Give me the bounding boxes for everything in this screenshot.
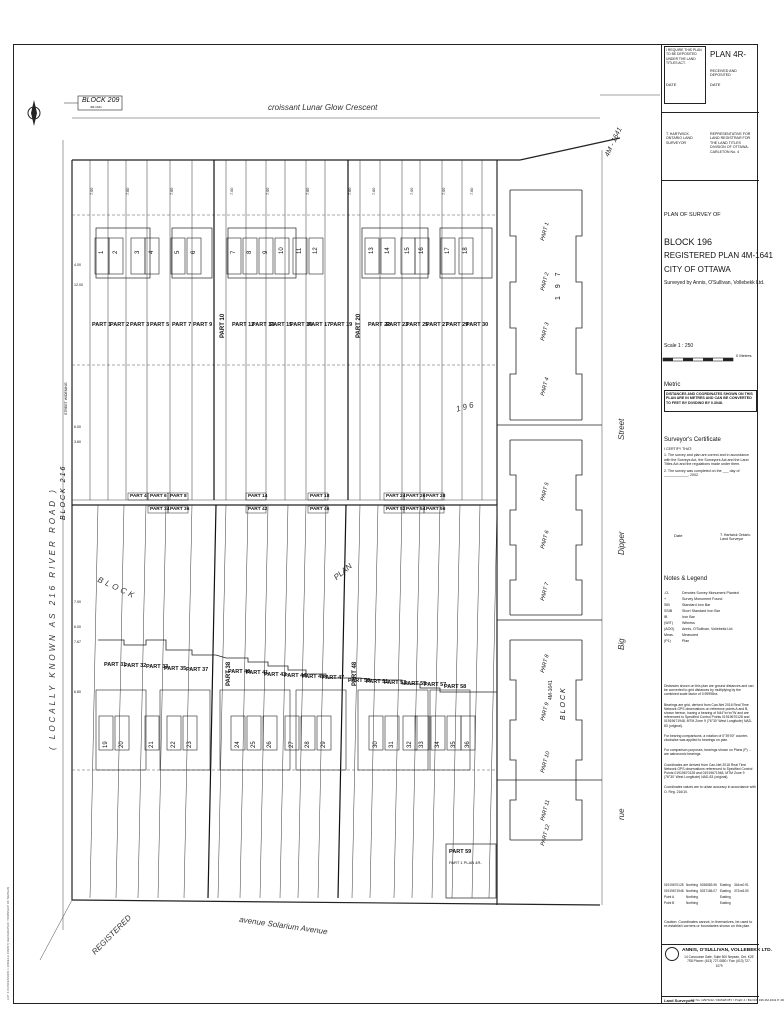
part-label: PART 33 — [146, 664, 169, 671]
part-label: PART 51 — [366, 678, 389, 685]
date-sig: Date — [674, 533, 683, 538]
part-label: PART 27 — [426, 322, 449, 328]
part-label: PART 50 — [348, 677, 371, 684]
part-label: PART 15 — [270, 322, 293, 328]
dimension-label: 7.00 — [90, 187, 94, 195]
part-label: PART 24 — [386, 494, 406, 499]
margin-text: LOT 4 CONCESSION 1 (RIDEAU FRONT) GEOGRAPHIC TOWNSHIP OF NEPEAN — [6, 886, 10, 1000]
caution: Caution: Coordinates cannot, in themselves, be used to re-establish corners or boundaries shown on this plan. — [664, 920, 753, 929]
part-label: PART 9 — [540, 701, 551, 722]
part-label: PART 6 — [540, 529, 551, 550]
date-label-2: DATE — [710, 82, 721, 87]
dimension-label: 7.60 — [126, 187, 130, 195]
lot-number: 10 — [279, 247, 285, 254]
dimension-label: 7.60 — [306, 187, 310, 195]
part-label: PART 44 — [284, 672, 307, 679]
coord-cell: Easting — [720, 889, 731, 893]
lot-number: 9 — [263, 250, 269, 254]
dimension-label: 7.60 — [348, 187, 352, 195]
footer-job: Job No. 12979-02 / DRAWN BY / Proj#: 2 / BLOCK 196 4M-1641 P. 2D — [690, 998, 784, 1002]
part-label: PART 9 — [193, 322, 213, 328]
part-label: PART 20 — [356, 313, 362, 338]
legend-text: Measured — [682, 633, 698, 637]
part-label: PART 48 — [352, 661, 358, 686]
part-label: PART 22 — [368, 322, 391, 328]
top-street-label: croissant Lunar Glow Crescent — [268, 103, 378, 112]
part-label: PART 40 — [228, 669, 251, 676]
dimension-label: 7.00 — [442, 187, 446, 195]
block-word: BLOCK — [96, 575, 139, 601]
coord-cell: 01919671948 — [664, 889, 684, 893]
part-label: PART 29 — [446, 322, 469, 328]
dimension-label: 7.00 — [74, 600, 81, 604]
lot-number: 7 — [231, 250, 237, 254]
lot-number: 23 — [187, 741, 193, 748]
part-label: PART 53 — [384, 680, 407, 686]
scale-units: 0 Metres — [736, 353, 752, 358]
block-216-label: BLOCK 216 — [60, 464, 67, 520]
part-label: PART 13 — [252, 322, 275, 328]
lot-number: 34 — [435, 741, 441, 748]
lot-number: 3 — [135, 250, 141, 254]
part-label: PART 36 — [170, 507, 190, 512]
metric-heading: Metric — [664, 382, 681, 388]
note-paragraph: For comparison purposes, bearings shown on Plans (P) ... are astronomic bearings. — [664, 748, 752, 757]
lot-number: 20 — [119, 741, 125, 748]
north-arrow-icon — [28, 100, 40, 126]
block-216-sub: STREET WIDENING — [64, 382, 68, 415]
part-label: PART 43 — [264, 671, 287, 678]
block-209-label: BLOCK 209 — [82, 97, 120, 104]
part-label: PART 6 — [150, 494, 167, 499]
lot-number: 1 — [99, 250, 105, 254]
dimension-label: 7.67 — [74, 640, 81, 644]
lot-number: 26 — [267, 741, 273, 748]
part-label: PART 57 — [424, 682, 447, 689]
lot-number: 4 — [149, 250, 155, 254]
part-label: PART 10 — [220, 313, 226, 338]
part-59-sub: PART 1 PLAN 4R- — [449, 860, 482, 865]
part-label: PART 1 — [540, 221, 551, 242]
part-label: PART 4 — [540, 376, 551, 397]
legend-symbol: SSIB — [664, 609, 673, 613]
note-paragraph: Coordinates values are to urban accuracy in accordance with O. Reg. 216/10. — [664, 785, 756, 794]
dimension-label: 6.80 — [74, 690, 81, 694]
part-label: PART 56 — [426, 507, 446, 512]
dimension-label: 7.00 — [230, 187, 234, 195]
dimension-label: 7.60 — [372, 187, 376, 195]
lot-number: 11 — [297, 247, 303, 254]
right-street-label-4: rue — [617, 808, 626, 820]
legend-symbol: Meas. — [664, 633, 674, 637]
part-label: PART 41 — [246, 670, 269, 677]
lot-number: 6 — [191, 250, 197, 254]
bottom-street-label: avenue Solarium Avenue — [238, 915, 329, 937]
footer-left: Land Surveyors — [664, 998, 695, 1003]
coord-cell: Northing — [686, 901, 699, 905]
company-name: ANNIS, O'SULLIVAN, VOLLEBEKK LTD. — [682, 948, 772, 953]
company-address: 14 Concourse Gate, Suite 500 Nepean, Ont. K2E 7S8 Phone: (613) 727-0850 / Fax: (613) 727-1079 — [684, 955, 754, 968]
legend-symbol: -O- — [664, 591, 670, 595]
part-label: PART 45 — [302, 674, 325, 680]
coords-table — [664, 882, 756, 906]
coord-cell — [700, 900, 720, 906]
lot-number: 29 — [321, 741, 327, 748]
part-label: PART 54 — [406, 507, 426, 512]
scale-label: Scale 1 : 250 — [664, 343, 694, 349]
note-paragraph: Distances shown on this plan are ground distances and can be converted to grid distances by multiplying by the combined scale factor of 0.99998xx. — [664, 684, 754, 697]
coord-cell: Easting — [720, 883, 731, 887]
legend-symbol: + — [664, 597, 667, 601]
dimension-label: 3.60 — [74, 440, 81, 444]
lot-number: 25 — [251, 741, 257, 748]
right-street-label-2: Dipper — [617, 531, 626, 555]
legend-text: Standard Iron Bar — [682, 603, 711, 607]
dimension-label: 6.00 — [74, 625, 81, 629]
part-label: PART 38 — [226, 661, 232, 686]
legend-symbol: IB — [664, 615, 668, 619]
metric-text: DISTANCES AND COORDINATES SHOWN ON THIS PLAN ARE IN METRES AND CAN BE CONVERTED TO FEET BY DIVIDING BY 0.3048. — [666, 392, 753, 405]
part-label: PART 8 — [170, 494, 187, 499]
block-heading: BLOCK 196 — [664, 237, 713, 247]
left-road-label: ( LOCALLY KNOWN AS 216 RIVER ROAD ) — [48, 487, 57, 750]
cert-heading: Surveyor's Certificate — [664, 437, 721, 443]
legend-text: Plan — [682, 639, 690, 643]
notes-heading: Notes & Legend — [664, 576, 708, 582]
sig-name: T. Hartwick Ontario Land Surveyor — [720, 533, 751, 542]
lot-number: 14 — [385, 247, 391, 254]
part-label: PART 25 — [406, 322, 429, 328]
part-label: PART 14 — [248, 494, 268, 499]
lot-number: 17 — [445, 247, 451, 254]
plan-of-survey: PLAN OF SURVEY OF — [664, 212, 721, 218]
coord-cell: 5037186.07 — [700, 889, 717, 893]
note-paragraph: Coordinates are derived from Can-Net 2016 Real Time Network GPS observations referenced to Specified Control Points 01919670128 and 01919671948, MTM Zone 9 (76°30' West Longitude) NAD-83 (original). — [664, 762, 753, 780]
block-196-right: 1 9 6 — [455, 400, 475, 414]
legend-text: Short Standard Iron Bar — [682, 609, 720, 613]
note-paragraph: For bearing comparisons, a rotation of 0°39'00" counter-clockwise was applied to bearings on plan. — [664, 733, 749, 743]
part-label: PART 34 — [150, 507, 170, 512]
coord-cell: Point A — [664, 895, 675, 899]
surveyed-by: Surveyed by Annis, O'Sullivan, Vollebekk Ltd. — [664, 280, 765, 286]
require-text: I REQUIRE THIS PLAN TO BE DEPOSITED UNDER THE LAND TITLES ACT. — [666, 48, 702, 66]
coord-cell: 01919670128 — [664, 883, 684, 887]
cert-line: 1. The survey and plan are correct and in accordance with the Surveys Act, the Surveyors Act and the Land Titles Act and the regulations made under them. — [664, 453, 750, 467]
coord-cell: 344xx0.91 — [734, 883, 749, 887]
part-label: PART 18 — [310, 494, 330, 499]
dimension-label: 12.00 — [74, 283, 83, 287]
cert-line: I CERTIFY THAT: — [664, 447, 692, 451]
lot-number: 36 — [465, 741, 471, 748]
legend-list — [664, 590, 756, 644]
part-label: PART 3 — [130, 322, 150, 328]
part-label: PART 55 — [404, 681, 427, 688]
part-label: PART 31 — [104, 662, 127, 668]
lot-number: 27 — [289, 741, 295, 748]
representative-text: REPRESENTATIVE FOR LAND REGISTRAR FOR THE LAND TITLES DIVISION OF OTTAWA-CARLETON No. 4 — [710, 132, 751, 154]
coord-cell: Point B — [664, 901, 675, 905]
cert-lines — [664, 447, 756, 479]
block-4m-label: 4M-1641 — [548, 680, 554, 700]
part-label: PART 4 — [130, 494, 147, 499]
coord-cell: 372xx5.50 — [734, 889, 749, 893]
dimension-label: 6.00 — [74, 425, 81, 429]
part-label: PART 26 — [406, 494, 426, 499]
lot-number: 28 — [305, 741, 311, 748]
part-label: PART 58 — [444, 683, 467, 690]
part-label: PART 17 — [308, 322, 331, 328]
legend-symbol: SIB — [664, 603, 670, 607]
legend-text: Iron Bar — [682, 615, 695, 619]
part-label: PART 42 — [248, 507, 268, 512]
part-label: PART 19 — [330, 322, 353, 328]
part-label: PART 7 — [172, 322, 192, 328]
lot-number: 19 — [103, 741, 109, 748]
city: CITY OF OTTAWA — [664, 265, 731, 274]
registered-label: REGISTERED — [90, 913, 134, 957]
part-label: PART 35 — [164, 665, 187, 672]
legend-symbol: (AOG) — [664, 627, 675, 631]
lot-number: 24 — [235, 741, 241, 748]
lot-number: 30 — [373, 741, 379, 748]
coord-row — [664, 900, 756, 906]
coord-cell — [734, 900, 754, 906]
part-label: PART 11 — [540, 799, 552, 822]
part-label: PART 2 — [540, 271, 551, 292]
part-label: PART 32 — [124, 663, 147, 670]
part-label: PART 23 — [386, 322, 409, 328]
part-label: PART 46 — [310, 507, 330, 512]
notes-list — [664, 684, 756, 800]
surveyor-name: T. HARTWICK ONTARIO LAND SURVEYOR — [666, 132, 693, 145]
lot-number: 16 — [419, 247, 425, 254]
dimension-label: 7.60 — [470, 187, 474, 195]
part-label: PART 12 — [232, 322, 255, 328]
lot-number: 31 — [389, 741, 395, 748]
block-209-sub: 4M-1641 — [90, 105, 102, 109]
received-text: RECEIVED AND DEPOSITED — [710, 69, 737, 78]
dimension-label: 7.00 — [266, 187, 270, 195]
plan-4r-label: PLAN 4R- — [710, 50, 747, 59]
block-word-right: BLOCK — [560, 686, 567, 720]
part-label: PART 7 — [540, 581, 551, 602]
part-label: PART 5 — [150, 322, 170, 328]
plan-word: PLAN — [332, 561, 354, 582]
registered-plan: REGISTERED PLAN 4M-1641 — [664, 251, 773, 260]
right-street-label-3: Big — [617, 638, 626, 650]
legend-text: Annis, O'Sullivan, Vollebekk Ltd. — [682, 627, 734, 631]
coord-cell: Easting — [720, 901, 731, 905]
part-label: PART 10 — [540, 750, 552, 774]
legend-symbol: (WIT) — [664, 621, 673, 625]
part-label: PART 16 — [290, 322, 313, 328]
date-label-1: DATE — [666, 82, 677, 87]
dimension-label: 7.00 — [410, 187, 414, 195]
part-label: PART 52 — [386, 507, 406, 512]
lot-number: 22 — [171, 741, 177, 748]
part-label: PART 28 — [426, 494, 446, 499]
lot-number: 12 — [313, 247, 319, 254]
right-street-label: Street — [617, 418, 626, 440]
part-label: PART 47 — [322, 675, 345, 682]
part-label: PART 5 — [540, 481, 551, 502]
note-paragraph: Bearings are grid, derived from Can-Net 2016 Real Time Network GPS observations on reference points A and B, shown hereon, having a bearing of N44°xx'xx"W and are referenced to Specified Control Points 01919670128 and 01919671948, MTM Zone 9 (76°30' West Longitude) NAD-83 (original). — [664, 702, 753, 728]
lot-number: 32 — [407, 741, 413, 748]
lot-number: 18 — [463, 247, 469, 254]
coord-cell: Northing — [686, 883, 699, 887]
lot-number: 2 — [113, 250, 119, 254]
lot-number: 15 — [405, 247, 411, 254]
coord-cell: Easting — [720, 895, 731, 899]
part-label: PART 37 — [186, 666, 209, 673]
dimension-label: 7.60 — [170, 187, 174, 195]
legend-text: Denotes Survey Monument Planted — [682, 591, 739, 595]
lot-number: 35 — [451, 741, 457, 748]
lot-number: 5 — [175, 250, 181, 254]
legend-row — [664, 638, 756, 644]
part-59-label: PART 59 — [449, 849, 472, 855]
part-label: PART 3 — [540, 321, 551, 342]
lot-number: 33 — [419, 741, 425, 748]
dimension-label: 4.00 — [74, 263, 81, 267]
coord-cell: Northing — [686, 895, 699, 899]
lot-number: 8 — [247, 250, 253, 254]
title-block — [661, 44, 784, 1004]
lot-number: 21 — [149, 741, 155, 748]
lot-number: 13 — [369, 247, 375, 254]
legend-text: Witness — [682, 621, 695, 625]
part-label: PART 8 — [540, 653, 551, 674]
company-logo-icon — [665, 947, 679, 961]
coord-cell: Northing — [686, 889, 699, 893]
part-label: PART 12 — [540, 823, 552, 847]
legend-symbol: (P1) — [664, 639, 671, 643]
part-label: PART 1 — [92, 322, 112, 328]
legend-text: Survey Monument Found — [682, 597, 723, 601]
cert-line: 2. The survey was completed on the ___ day of ____________, 2002. — [664, 468, 740, 478]
block-197-label: 1 9 7 — [555, 269, 562, 300]
part-label: PART 30 — [466, 322, 489, 328]
part-label: PART 2 — [110, 322, 130, 328]
plan-4m-label: 4M - 1641 — [604, 126, 624, 158]
coord-cell: 5036583.96 — [700, 883, 717, 887]
